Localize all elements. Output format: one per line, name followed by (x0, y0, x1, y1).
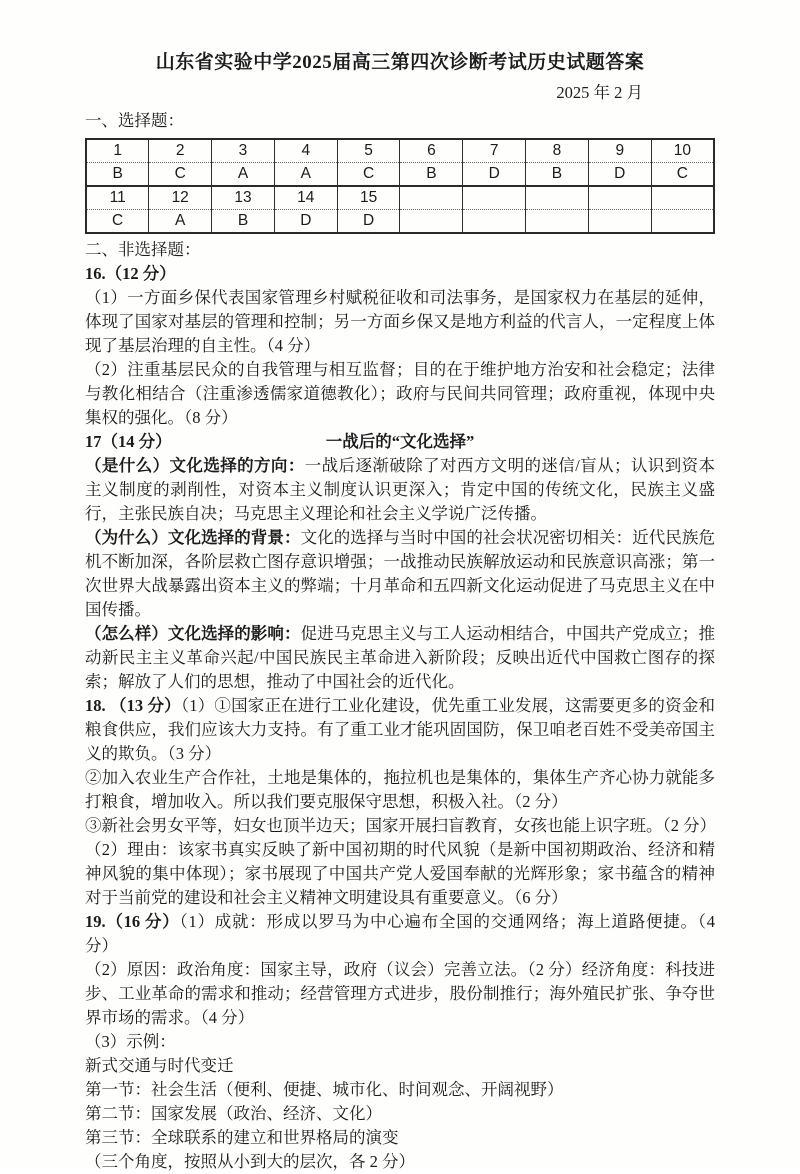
answer-cell: B (400, 163, 463, 187)
question-18-answer-3: ③新社会男女平等，妇女也顶半边天；国家开展扫盲教育，女孩也能上识字班。（2 分） (85, 816, 717, 835)
answer-cell: B (526, 163, 589, 187)
answer-cell: A (274, 163, 337, 187)
question-16-answer-2: （2）注重基层民众的自我管理与相互监督；目的在于维护地方治安和社会稳定；法律与教化相结合（注重渗透儒家道德教化）；政府与民间共同管理；政府重视，体现中央集权的强化。（8 分） (85, 360, 715, 427)
q-num-cell: 4 (274, 139, 337, 163)
example-line-1: 第一节：社会生活（便利、便捷、城市化、时间观念、开阔视野） (85, 1080, 564, 1099)
question-17-block-why (85, 526, 715, 622)
block-label: （为什么）文化选择的背景： (85, 528, 301, 547)
question-17-essay-title: 一战后的“文化选择” (325, 432, 475, 451)
q-num-cell: 15 (337, 186, 400, 210)
answer-cell: B (86, 163, 149, 187)
question-18-answer-2: ②加入农业生产合作社，土地是集体的，拖拉机也是集体的，集体生产齐心协力就能多打粮食，增加收入。所以我们要克服保守思想，积极入社。（2 分） (85, 768, 715, 811)
answer-cell: D (337, 210, 400, 234)
answer-cell: B (212, 210, 275, 234)
table-row (86, 163, 714, 187)
q-num-cell (588, 186, 651, 210)
block-label: （怎么样）文化选择的影响： (85, 624, 301, 643)
answer-cell: A (149, 210, 212, 234)
answer-text: （1）①国家正在进行工业化建设，优先重工业发展，这需要更多的资金和粮食供应，我们应该大力支持。有了重工业才能巩固国防，保卫咱老百姓不受美帝国主义的欺负。（3 分） (85, 696, 716, 763)
q-num-cell: 7 (463, 139, 526, 163)
q-num-cell: 12 (149, 186, 212, 210)
q-num-cell (651, 186, 714, 210)
answer-cell: C (337, 163, 400, 187)
answer-cell (588, 210, 651, 234)
block-label: （是什么）文化选择的方向： (85, 456, 305, 475)
answer-cell (651, 210, 714, 234)
q-num-cell: 11 (86, 186, 149, 210)
question-17-number: 17（14 分） (85, 432, 172, 451)
question-18-answer-1 (85, 694, 715, 766)
table-row (86, 210, 714, 234)
example-line-4: （三个角度，按照从小到大的层次，各 2 分） (85, 1152, 415, 1171)
question-19-number: 19.（16 分） (85, 912, 180, 931)
question-17-header (85, 430, 715, 454)
question-19-answer-1 (85, 910, 715, 958)
question-16-answer-1: （1）一方面乡保代表国家管理乡村赋税征收和司法事务，是国家权力在基层的延伸，体现了国家对基层的管理和控制；另一方面乡保又是地方利益的代言人，一定程度上体现了基层治理的自主性。（4 分） (85, 288, 715, 355)
answer-cell: C (651, 163, 714, 187)
document-date: 2025 年 2 月 (556, 83, 643, 102)
block-text: 促进马克思主义与工人运动相结合，中国共产党成立；推动新民主主义革命兴起/中国民族民主革命进入新阶段；反映出近代中国救亡图存的探索；解放了人们的思想，推动了中国社会的近代化。 (85, 624, 716, 691)
q-num-cell: 1 (86, 139, 149, 163)
q-num-cell: 3 (212, 139, 275, 163)
answer-text: （1）成就：形成以罗马为中心遍布全国的交通网络；海上道路便捷。（4 分） (85, 912, 715, 955)
answer-cell (526, 210, 589, 234)
example-essay-title: 新式交通与时代变迁 (85, 1056, 234, 1075)
question-17-block-how (85, 622, 715, 694)
q-num-cell (400, 186, 463, 210)
answer-cell (400, 210, 463, 234)
question-19-answer-2: （2）原因：政治角度：国家主导，政府（议会）完善立法。（2 分）经济角度：科技进步、工业革命的需求和推动；经营管理方式进步，股份制推行；海外殖民扩张、争夺世界市场的需求。（4 分） (85, 960, 715, 1027)
answer-cell: A (212, 163, 275, 187)
q-num-cell: 5 (337, 139, 400, 163)
question-18-answer-4: （2）理由：该家书真实反映了新中国初期的时代风貌（是新中国初期政治、经济和精神风貌的集中体现）；家书展现了中国共产党人爱国奉献的光辉形象；家书蕴含的精神对于当前党的建设和社会主义精神文明建设具有重要意义。（6 分） (85, 840, 715, 907)
example-line-2: 第二节：国家发展（政治、经济、文化） (85, 1104, 382, 1123)
q-num-cell: 6 (400, 139, 463, 163)
table-row (86, 139, 714, 163)
answer-cell: C (149, 163, 212, 187)
choice-section-heading: 一、选择题： (85, 111, 184, 130)
q-num-cell: 10 (651, 139, 714, 163)
q-num-cell (526, 186, 589, 210)
block-text: 一战后逐渐破除了对西方文明的迷信/盲从；认识到资本主义制度的剥削性，对资本主义制度认识更深入；肯定中国的传统文化，民族主义盛行，主张民族自决；马克思主义理论和社会主义学说广泛传播。 (85, 456, 716, 523)
q-num-cell: 14 (274, 186, 337, 210)
free-response-section (85, 238, 715, 1174)
q-num-cell (463, 186, 526, 210)
question-18-number: 18. （13 分） (85, 696, 181, 715)
answer-cell: C (112, 212, 124, 229)
q-num-cell: 8 (526, 139, 589, 163)
q-num-cell: 2 (149, 139, 212, 163)
q-num-cell: 13 (212, 186, 275, 210)
answer-cell: D (463, 163, 526, 187)
answer-cell: D (274, 210, 337, 234)
block-text: 文化的选择与当时中国的社会状况密切相关：近代民族危机不断加深，各阶层救亡图存意识增强；一战推动民族解放运动和民族意识高涨；第一次世界大战暴露出资本主义的弊端；十月革命和五四新文化运动促进了马克思主义在中国传播。 (85, 528, 716, 619)
answer-cell (463, 210, 526, 234)
document-title: 山东省实验中学2025届高三第四次诊断考试历史试题答案 (155, 52, 645, 73)
example-line-3: 第三节：全球联系的建立和世界格局的演变 (85, 1128, 399, 1147)
free-response-heading: 二、非选择题： (85, 240, 201, 259)
answer-table (85, 138, 715, 234)
question-17-block-what (85, 454, 715, 526)
answer-cell: D (588, 163, 651, 187)
q-num-cell: 9 (588, 139, 651, 163)
question-16-number: 16.（12 分） (85, 264, 176, 283)
question-19-answer-3: （3）示例： (85, 1032, 176, 1051)
table-row (86, 186, 714, 210)
